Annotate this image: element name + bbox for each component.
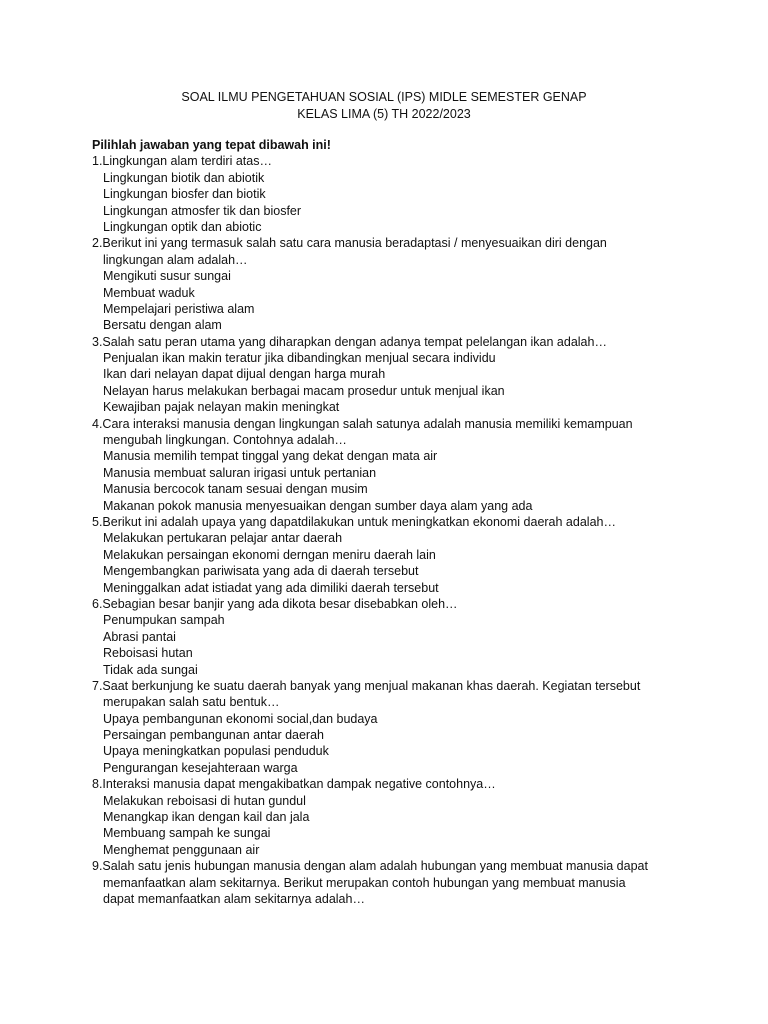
answer-option: Ikan dari nelayan dapat dijual dengan harga murah xyxy=(103,367,386,382)
answer-option: Lingkungan atmosfer tik dan biosfer xyxy=(103,203,302,218)
answer-option: Lingkungan optik dan abiotic xyxy=(103,219,262,234)
answer-option: Membuang sampah ke sungai xyxy=(103,826,271,841)
question-text: dapat memanfaatkan alam sekitarnya adalah… xyxy=(103,891,365,906)
question-7 xyxy=(92,678,692,776)
answer-option: Mempelajari peristiwa alam xyxy=(103,301,255,316)
question-text: 6.Sebagian besar banjir yang ada dikota besar disebabkan oleh… xyxy=(92,596,458,611)
answer-option: Upaya meningkatkan populasi penduduk xyxy=(103,744,329,759)
document-content xyxy=(92,137,692,907)
question-9 xyxy=(92,858,692,907)
answer-option: Abrasi pantai xyxy=(103,629,176,644)
answer-option: Penjualan ikan makin teratur jika dibandingkan menjual secara individu xyxy=(103,351,496,366)
answer-option: Manusia membuat saluran irigasi untuk pertanian xyxy=(103,465,377,480)
question-text: 1.Lingkungan alam terdiri atas… xyxy=(92,154,272,169)
answer-option: Membuat waduk xyxy=(103,285,195,300)
document-header xyxy=(0,89,768,122)
question-text: 7.Saat berkunjung ke suatu daerah banyak yang menjual makanan khas daerah. Kegiatan tersebut xyxy=(92,678,641,693)
question-text: 8.Interaksi manusia dapat mengakibatkan dampak negative contohnya… xyxy=(92,777,496,792)
answer-option: Penumpukan sampah xyxy=(103,613,225,628)
answer-option: Manusia memilih tempat tinggal yang dekat dengan mata air xyxy=(103,449,438,464)
answer-option: Mengikuti susur sungai xyxy=(103,269,231,284)
answer-option: Menghemat penggunaan air xyxy=(103,842,260,857)
answer-option: Melakukan persaingan ekonomi derngan meniru daerah lain xyxy=(103,547,436,562)
answer-option: Makanan pokok manusia menyesuaikan dengan sumber daya alam yang ada xyxy=(103,498,533,513)
answer-option: Kewajiban pajak nelayan makin meningkat xyxy=(103,400,340,415)
answer-option: Bersatu dengan alam xyxy=(103,318,222,333)
question-5 xyxy=(92,514,692,596)
answer-option: Tidak ada sungai xyxy=(103,662,198,677)
answer-option: Upaya pembangunan ekonomi social,dan budaya xyxy=(103,711,378,726)
question-text: 3.Salah satu peran utama yang diharapkan dengan adanya tempat pelelangan ikan adalah… xyxy=(92,334,607,349)
answer-option: Pengurangan kesejahteraan warga xyxy=(103,760,298,775)
question-text: merupakan salah satu bentuk… xyxy=(103,695,280,710)
answer-option: Mengembangkan pariwisata yang ada di daerah tersebut xyxy=(103,564,419,579)
answer-option: Nelayan harus melakukan berbagai macam prosedur untuk menjual ikan xyxy=(103,383,505,398)
question-text: mengubah lingkungan. Contohnya adalah… xyxy=(103,433,347,448)
question-text: lingkungan alam adalah… xyxy=(103,252,248,267)
answer-option: Melakukan pertukaran pelajar antar daerah xyxy=(103,531,343,546)
question-2 xyxy=(92,235,692,333)
question-text: 2.Berikut ini yang termasuk salah satu cara manusia beradaptasi / menyesuaikan diri dengan xyxy=(92,236,607,251)
question-text: 9.Salah satu jenis hubungan manusia dengan alam adalah hubungan yang membuat manusia dapat xyxy=(92,859,648,874)
instruction-text: Pilihlah jawaban yang tepat dibawah ini! xyxy=(92,138,331,152)
question-3 xyxy=(92,334,692,416)
answer-option: Melakukan reboisasi di hutan gundul xyxy=(103,793,306,808)
question-text: 5.Berikut ini adalah upaya yang dapatdilakukan untuk meningkatkan ekonomi daerah adalah… xyxy=(92,514,616,529)
answer-option: Reboisasi hutan xyxy=(103,646,193,661)
answer-option: Meninggalkan adat istiadat yang ada dimiliki daerah tersebut xyxy=(103,580,439,595)
question-6 xyxy=(92,596,692,678)
answer-option: Menangkap ikan dengan kail dan jala xyxy=(103,810,310,825)
question-list xyxy=(92,153,692,907)
answer-option: Manusia bercocok tanam sesuai dengan musim xyxy=(103,482,368,497)
question-text: 4.Cara interaksi manusia dengan lingkungan salah satunya adalah manusia memiliki kemampuan xyxy=(92,416,633,431)
question-text: memanfaatkan alam sekitarnya. Berikut merupakan contoh hubungan yang membuat manusia xyxy=(103,875,626,890)
document-subtitle: KELAS LIMA (5) TH 2022/2023 xyxy=(297,106,471,121)
answer-option: Lingkungan biosfer dan biotik xyxy=(103,187,266,202)
answer-option: Persaingan pembangunan antar daerah xyxy=(103,728,325,743)
question-1 xyxy=(92,153,692,235)
document-title: SOAL ILMU PENGETAHUAN SOSIAL (IPS) MIDLE SEMESTER GENAP xyxy=(181,90,587,104)
question-8 xyxy=(92,776,692,858)
question-4 xyxy=(92,416,692,514)
answer-option: Lingkungan biotik dan abiotik xyxy=(103,170,265,185)
